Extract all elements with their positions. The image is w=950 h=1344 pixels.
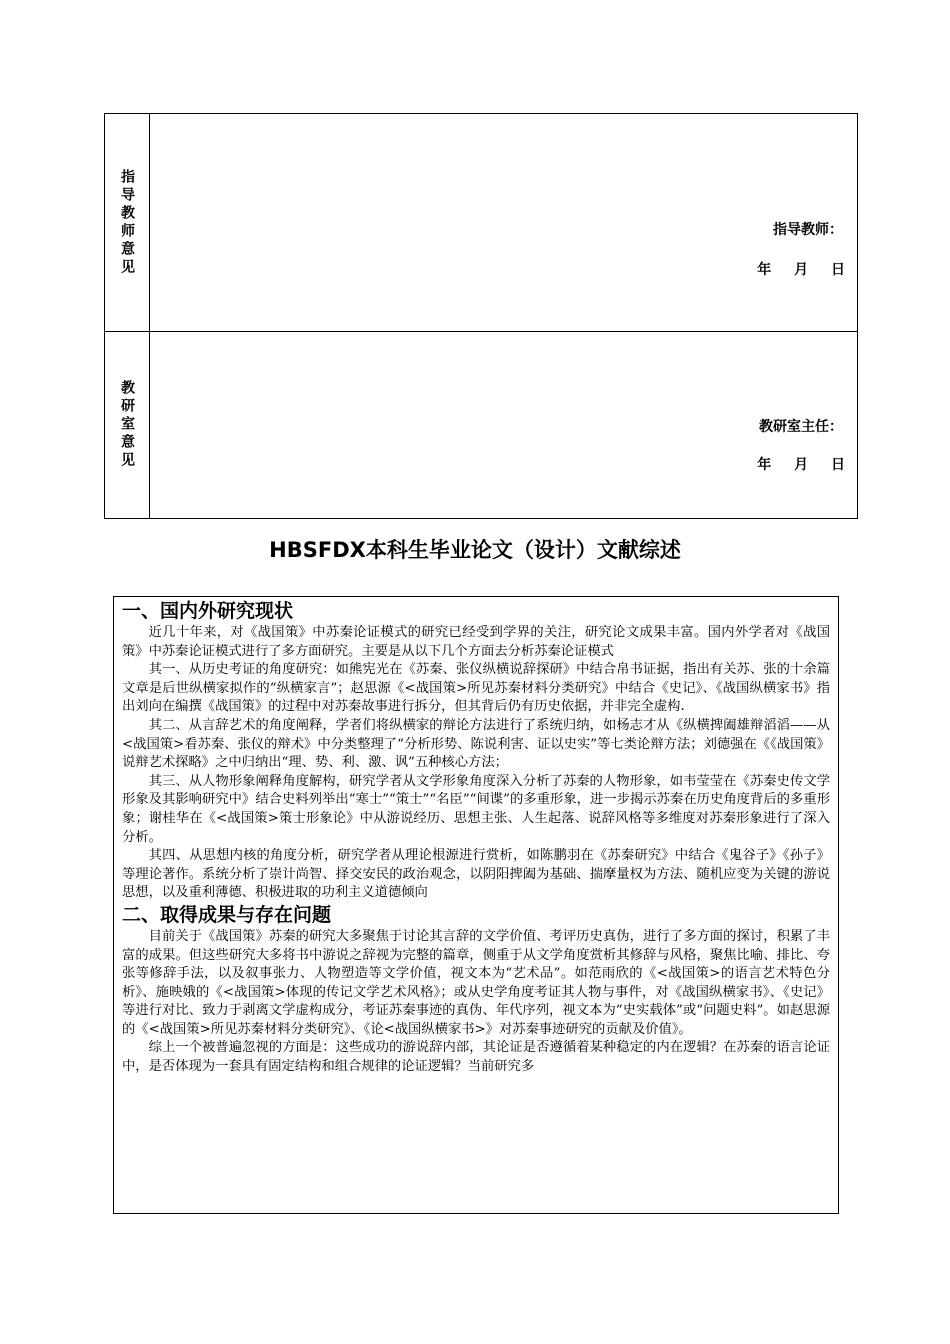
advisor-opinion-label: 指导教师意见 [119, 168, 135, 277]
advisor-signature-label: 指导教师： [773, 222, 843, 238]
department-signature-label: 教研室主任： [759, 419, 843, 435]
advisor-opinion-row [105, 114, 857, 332]
paragraph: 近几十年来，对《战国策》中苏秦论证模式的研究已经受到学界的关注，研究论文成果丰富。国内外学者对《战国策》中苏秦论证模式进行了多方面研究。主要是从以下几个方面去分析苏秦论证模式 [122, 625, 830, 659]
department-opinion-row [105, 332, 857, 518]
literature-review-box [113, 596, 839, 1214]
paragraph: 其三、从人物形象阐释角度解构，研究学者从文学形象角度深入分析了苏秦的人物形象，如韦莹莹在《苏秦史传文学形象及其影响研究中》结合史料列举出“寒士”“策士”“名臣”“间谍”的多重形象，进一步揭示苏秦在历史角度背后的多重形象；谢桂华在《<战国策>策士形象论》中从游说经历、思想主张、人生起落、说辞风格等多维度对苏秦形象进行了深入分析。 [122, 773, 830, 845]
advisor-label-cell [105, 114, 150, 331]
section-heading: 一、国内外研究现状 [122, 600, 294, 622]
section-heading: 二、取得成果与存在问题 [122, 903, 332, 926]
document-title: HBSFDX本科生毕业论文（设计）文献综述 [269, 538, 681, 562]
department-label-cell [105, 332, 150, 518]
paragraph: 综上一个被普遍忽视的方面是：这些成功的游说辞内部，其论证是否遵循着某种稳定的内在逻辑？在苏秦的语言论证中，是否体现为一套具有固定结构和组合规律的论证逻辑？当前研究多 [122, 1040, 830, 1075]
paragraph: 其四、从思想内核的角度分析，研究学者从理论根源进行赏析，如陈鹏羽在《苏秦研究》中结合《鬼谷子》《孙子》等理论著作。系统分析了崇计尚智、择交安民的政治观念，以阴阳捭阖为基础、揣摩量权为方法、随机应变为关键的游说思想，以及重利薄德、积极进取的功利主义道德倾向 [122, 848, 830, 901]
paragraph: 其一、从历史考证的角度研究：如熊宪光在《苏秦、张仪纵横说辞探研》中结合帛书证据，指出有关苏、张的十余篇文章是后世纵横家拟作的“纵横家言”；赵思源《<战国策>所见苏秦材料分类研究》中结合《史记》、《战国纵横家书》指出刘向在编撰《战国策》的过程中对苏秦故事进行拆分，但其背后仍有历史依据，并非完全虚构. [122, 662, 830, 715]
department-opinion-content[interactable] [150, 332, 857, 518]
paragraph: 其二、从言辞艺术的角度阐释，学者们将纵横家的辩论方法进行了系统归纳，如杨志才从《纵横捭阖雄辩滔滔——从<战国策>看苏秦、张仪的辩术》中分类整理了“分析形势、陈说利害、证以史实”等七类论辩方法；刘德强在《《战国策》说辩艺术探略》之中归纳出“理、势、利、激、讽”五种核心方法； [122, 717, 830, 771]
department-opinion-label: 教研室意见 [119, 380, 135, 470]
advisor-opinion-content[interactable] [150, 114, 857, 331]
paragraph: 目前关于《战国策》苏秦的研究大多聚焦于讨论其言辞的文学价值、考评历史真伪，进行了多方面的探讨，积累了丰富的成果。但这些研究大多将书中游说之辞视为完整的篇章，侧重于从文学角度赏析其修辞与风格，聚焦比喻、排比、夸张等修辞手法，以及叙事张力、人物塑造等文学价值，视文本为“艺术品”。如范雨欣的《<战国策>的语言艺术特色分析》、施映娥的《<战国策>体现的传记文学艺术风格》；或从史学角度考证其人物与事件，对《战国纵横家书》、《史记》等进行对比、致力于剥离文学虚构成分，考证苏秦事迹的真伪、年代序列，视文本为“史实载体”或“问题史料”。如赵思源的《<战国策>所见苏秦材料分类研究》、《论<战国纵横家书>》对苏秦事迹研究的贡献及价值》。 [122, 928, 830, 1037]
opinion-table [104, 113, 858, 519]
advisor-date-label: 年 月 日 [757, 262, 847, 278]
department-date-label: 年 月 日 [757, 457, 847, 473]
